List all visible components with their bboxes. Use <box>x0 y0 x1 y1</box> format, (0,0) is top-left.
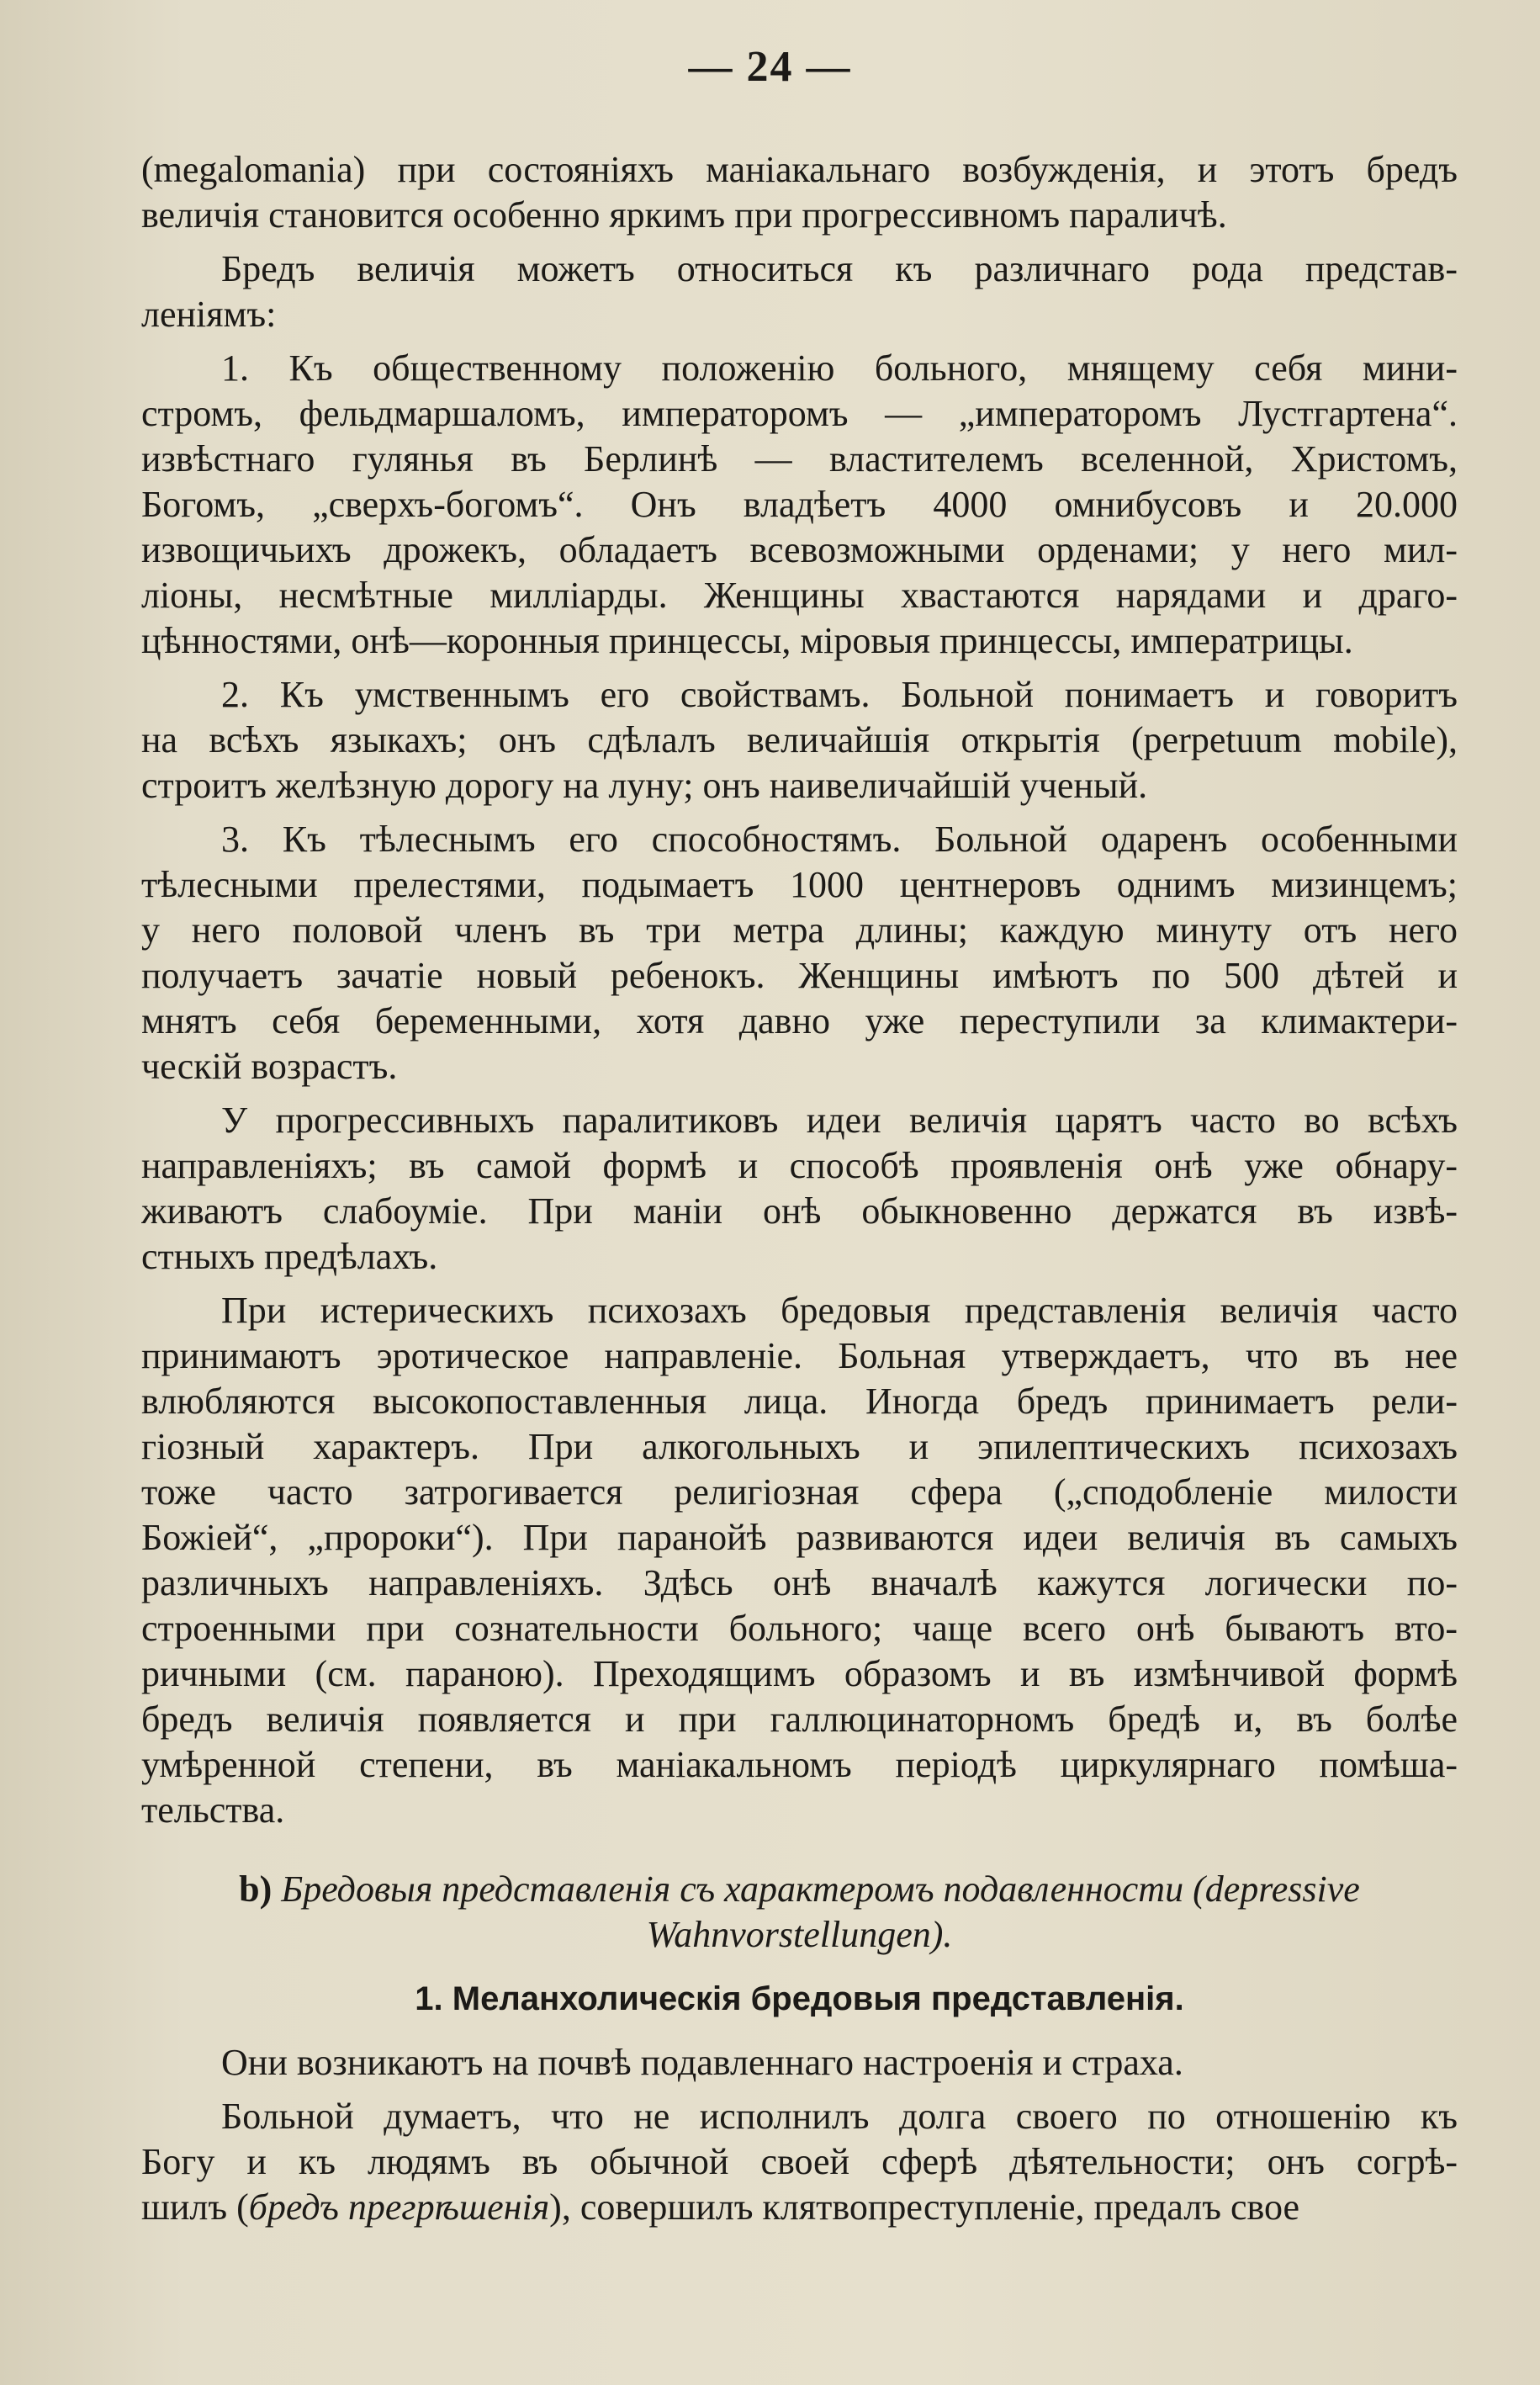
text-fragment: шилъ ( <box>141 2186 249 2228</box>
text-line: строенными при сознательности больного; чаще всего онѣ бываютъ вто- <box>141 1608 1458 1649</box>
text-line: бредъ величія появляется и при галлюцинаторномъ бредѣ и, въ болѣе <box>141 1699 1458 1740</box>
text-fragment: ), совершилъ клятвопреступленіе, предалъ свое <box>549 2186 1300 2228</box>
text-line: 3. Къ тѣлеснымъ его способностямъ. Больной одаренъ особенными <box>221 819 1458 860</box>
text-line: (megalomania) при состояніяхъ маніакальнаго возбужденія, и этотъ бредъ <box>141 149 1458 190</box>
text-line: Божіей“, „пророки“). При паранойѣ развиваются идеи величія въ самыхъ <box>141 1517 1458 1558</box>
text-line: получаетъ зачатіе новый ребенокъ. Женщины имѣютъ по 500 дѣтей и <box>141 955 1458 996</box>
text-line: У прогрессивныхъ паралитиковъ идеи величія царятъ часто во всѣхъ <box>221 1100 1458 1141</box>
text-line: направленіяхъ; въ самой формѣ и способѣ проявленія онѣ уже обнару- <box>141 1145 1458 1186</box>
italic-term: бредъ прегрѣшенія <box>248 2186 550 2228</box>
text-line: извощичьихъ дрожекъ, обладаетъ всевозможными орденами; у него мил- <box>141 529 1458 570</box>
text-line: Богомъ, „сверхъ-богомъ“. Онъ владѣетъ 4000 омнибусовъ и 20.000 <box>141 484 1458 525</box>
text-line: стныхъ предѣлахъ. <box>141 1236 438 1277</box>
text-line: ческій возрастъ. <box>141 1046 398 1087</box>
section-heading <box>141 1867 1458 1912</box>
text-line-last <box>141 2185 1458 2230</box>
text-line: живаютъ слабоуміе. При маніи онѣ обыкновенно держатся въ извѣ- <box>141 1190 1458 1232</box>
section-title-line1: Бредовыя представленія съ характеромъ подавленности (depressive <box>281 1868 1360 1910</box>
text-line: При истерическихъ психозахъ бредовыя представленія величія часто <box>221 1290 1458 1331</box>
text-line: тоже часто затрогивается религіозная сфера („сподобленіе милости <box>141 1471 1458 1513</box>
text-line: мнятъ себя беременными, хотя давно уже переступили за климактери- <box>141 1000 1458 1041</box>
section-title-line2: Wahnvorstellungen). <box>646 1914 953 1955</box>
text-line: гіозный характеръ. При алкогольныхъ и эпилептическихъ психозахъ <box>141 1426 1458 1467</box>
text-line: тѣлесными прелестями, подымаетъ 1000 центнеровъ однимъ мизинцемъ; <box>141 864 1458 905</box>
text-line: принимаютъ эротическое направленіе. Больная утверждаетъ, что въ нее <box>141 1335 1458 1376</box>
text-line: леніямъ: <box>141 294 277 335</box>
section-letter: b) <box>239 1868 273 1910</box>
text-line: Больной думаетъ, что не исполнилъ долга своего по отношенію къ <box>221 2096 1458 2137</box>
text-line: различныхъ направленіяхъ. Здѣсь онѣ вначалѣ кажутся логически по- <box>141 1562 1458 1603</box>
text-line: извѣстнаго гулянья въ Берлинѣ — властителемъ вселенной, Христомъ, <box>141 438 1458 480</box>
text-line: на всѣхъ языкахъ; онъ сдѣлалъ величайшія открытія (perpetuum mobile), <box>141 719 1458 761</box>
text-line: 2. Къ умственнымъ его свойствамъ. Больной понимаетъ и говоритъ <box>221 674 1458 715</box>
text-line: влюбляются высокопоставленныя лица. Иногда бредъ принимаетъ рели- <box>141 1381 1458 1422</box>
subsection-heading: 1. Меланхолическія бредовыя представленія. <box>415 1980 1184 2017</box>
text-line: строитъ желѣзную дорогу на луну; онъ наивеличайшій ученый. <box>141 765 1148 806</box>
text-line: Бредъ величія можетъ относиться къ различнаго рода представ- <box>221 248 1458 289</box>
text-line: тельства. <box>141 1789 285 1831</box>
text-line: ричными (см. параною). Преходящимъ образомъ и въ измѣнчивой формѣ <box>141 1653 1458 1694</box>
page-number: — 24 — <box>688 43 852 91</box>
body-text <box>141 147 1458 2230</box>
paragraph-block <box>141 147 1458 1833</box>
text-line: Они возникаютъ на почвѣ подавленнаго настроенія и страха. <box>221 2042 1183 2083</box>
text-line: ліоны, несмѣтные милліарды. Женщины хвастаются нарядами и драго- <box>141 575 1458 616</box>
text-line: 1. Къ общественному положенію больного, мнящему себя мини- <box>221 347 1458 389</box>
text-line: цѣнностями, онѣ—коронныя принцессы, міровыя принцессы, императрицы. <box>141 620 1353 661</box>
text-line: умѣренной степени, въ маніакальномъ періодѣ циркулярнаго помѣша- <box>141 1744 1458 1785</box>
text-line: стромъ, фельдмаршаломъ, императоромъ — „императоромъ Лустгартена“. <box>141 393 1458 434</box>
text-line: у него половой членъ въ три метра длины; каждую минуту отъ него <box>141 909 1458 951</box>
text-line: Богу и къ людямъ въ обычной своей сферѣ дѣятельности; онъ согрѣ- <box>141 2141 1458 2182</box>
text-line: величія становится особенно яркимъ при прогрессивномъ параличѣ. <box>141 194 1227 236</box>
paragraph-block-2 <box>141 2040 1458 2185</box>
